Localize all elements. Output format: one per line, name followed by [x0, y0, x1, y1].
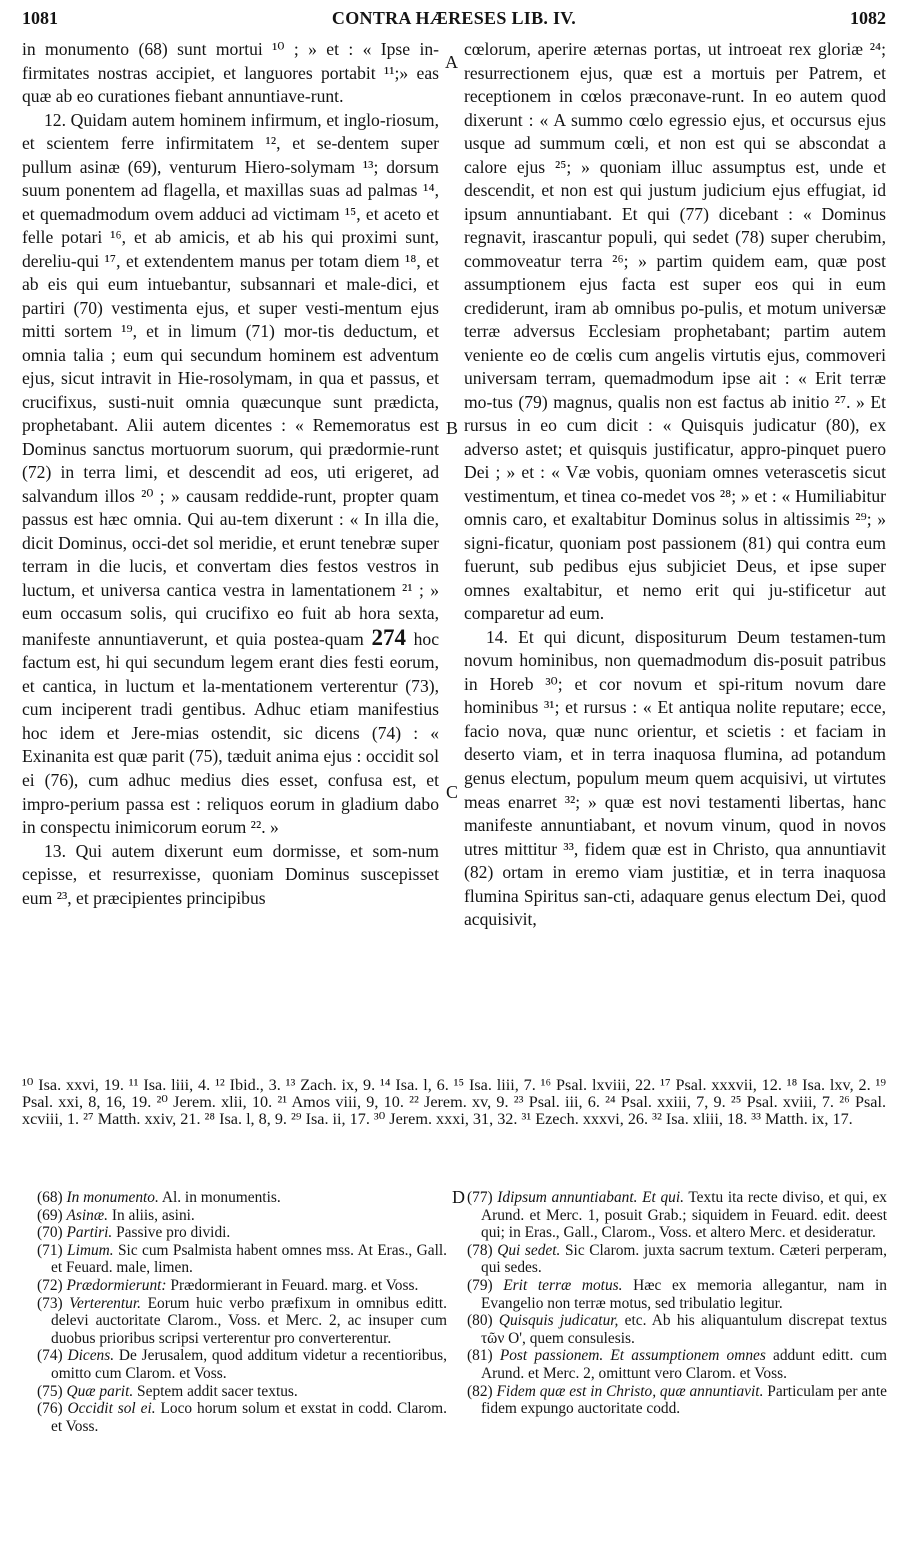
footnotes-right	[467, 1189, 887, 1559]
paragraph: 14. Et qui dicunt, dispositurum Deum testamen-tum novum hominibus, non quemadmodum dis-posuit patribus in Horeb ³⁰; et cor novum et spi-ritum novum dare hominibus ³¹; et rursus : « Et antiqua nolite reputare; ecce, facio nova, quæ nunc orientur, et scietis : et faciam in deserto viam, et in terra inaquosa flumina, ad potandum genus electum, populum meum quem acquisivi, ut virtutes meas enarret ³²; » quæ est novi testamenti libertas, hanc manifeste annuntiabant, et novum vinum, quod in novos utres mittitur ³³, fidem quæ est in Christo, qua annuntiavit (82) ortam in eremo viam justitiæ, et in terra inaquosa flumina Spiritus san-cti, adaquare genus electum Dei, quod acquisivit,	[464, 626, 886, 930]
footnote-text: Loco horum solum et exstat in codd. Clarom. et Voss.	[51, 1400, 447, 1435]
page-header	[22, 8, 886, 40]
page-number-right: 1082	[850, 8, 886, 28]
left-text-column	[22, 38, 439, 1074]
footnote	[467, 1242, 887, 1277]
footnote-text: etc. Ab his aliquantulum discrepat textus τῶν Ο', quem consulesis.	[481, 1312, 887, 1347]
footnote-lemma: Qui sedet.	[497, 1241, 561, 1259]
footnote	[37, 1277, 447, 1295]
footnote	[37, 1224, 447, 1242]
footnote-lemma: Quæ parit.	[66, 1382, 134, 1400]
paragraph-text: 12. Quidam autem hominem infirmum, et inglo-riosum, et scientem ferre infirmitatem ¹², et se-dentem super pullum asinæ (69), venturum Hiero-solymam ¹³; dorsum suum ponentem ad flagella, et maxillas suas ad palmas ¹⁴, et quemadmodum ovem adduci ad victimam ¹⁵, et aceto et felle potari ¹⁶, et ab amicis, et ab his qui proximi sunt, dereliu-qui ¹⁷, et extendentem manus per totam diem ¹⁸, et ab eis qui eum intuebantur, subsannari et male-dici, et partiri (70) vestimenta ejus, et super vesti-mentum ejus mitti sortem ¹⁹, et in limum (71) mor-tis deductum, et omnia talia ; eum qui secundum hominem est adventum ejus, sicut intravit in Hie-rosolymam, in qua et passus, et crucifixus, susti-nuit omnia quæcunque sunt prædicta, prophetabant. Alii autem dicentes : « Rememoratus est Dominus sanctus mortuorum suorum, qui prædormie-runt (72) in terra limi, et descendit ad eos, uti erigeret, ad salvandum illos ²⁰ ; » causam reddide-runt, propter quam passus est hæc omnia. Qui au-tem dixerunt : « In illa die, dicit Dominus, occi-det sol meridie, et erunt tenebræ super terram in die lucis, et convertam dies festos vestros in luctum, et universa cantica vestra in lamentationem ²¹ ; » eum occasum solis, qui crucifixo eo fuit ab hora sexta, manifeste annuntiaverunt, et quia postea-quam	[22, 109, 439, 649]
footnote-number: (80)	[467, 1312, 499, 1330]
margin-marker-c: C	[446, 782, 459, 802]
footnote-number: (78)	[467, 1241, 498, 1259]
footnote-text: In aliis, asini.	[107, 1206, 195, 1224]
footnote-lemma: Prædormierunt:	[66, 1276, 167, 1294]
footnote-text: Al. in monumentis.	[158, 1189, 281, 1206]
footnote-number: (81)	[467, 1347, 500, 1365]
original-page-number: 274	[371, 624, 406, 650]
footnote	[467, 1312, 887, 1347]
footnote	[467, 1383, 887, 1418]
footnote-number: (69)	[37, 1206, 67, 1224]
footnote-text: Hæc ex memoria allegantur, nam in Evangelio non terræ motus, sed tribulatio legitur.	[481, 1276, 887, 1312]
footnote-text: Sic Clarom. juxta sacrum textum. Cæteri perperam, qui sedes.	[481, 1241, 887, 1277]
footnote-text: De Jerusalem, quod additum videtur a recentioribus, omitto cum Clarom. et Voss.	[51, 1347, 447, 1382]
footnote-lemma: Dicens.	[67, 1347, 115, 1365]
paragraph	[22, 109, 439, 840]
paragraph: in monumento (68) sunt mortui ¹⁰ ; » et : « Ipse in-firmitates nostras accipiet, et languores portabit ¹¹;» eas quæ ab eo curationes fiebant annuntiave-runt.	[22, 39, 439, 107]
footnote-text: Textu ita recte diviso, et qui, ex Arund. et Merc. 1, posuit Grab.; siquidem in Feuard. edit. deest qui; in Eras., Gall., Clarom., Voss. et altero Merc. et desideratur.	[481, 1189, 887, 1242]
footnotes-left	[37, 1189, 447, 1559]
footnote	[37, 1400, 447, 1435]
footnote	[37, 1347, 447, 1382]
footnote-number: (70)	[37, 1224, 67, 1242]
footnote-number: (76)	[37, 1400, 68, 1418]
footnote-lemma: Erit terræ motus.	[503, 1276, 623, 1294]
footnote	[467, 1347, 887, 1382]
page-number-left: 1081	[22, 8, 58, 28]
footnote-lemma: Occidit sol ei.	[67, 1400, 156, 1418]
footnote-number: (82)	[467, 1382, 497, 1400]
footnote-number: (77)	[467, 1189, 498, 1206]
footnote-number: (72)	[37, 1276, 67, 1294]
footnote-text: addunt editt. cum Arund. et Merc. 2, omittunt vero Clarom. et Voss.	[481, 1347, 887, 1382]
paragraph-text: hoc factum est, hi qui secundum legem erant dies festi eorum, et cantica, in luctum et la-mentationem verterentur (73), cum inciperent tradi gentibus. Adhuc etiam manifestius hoc idem et Jere-mias ostendit, sic dicens (74) : « Exinanita est quæ parit (75), tæduit anima ejus : occidit sol ei (76), cum adhuc medius dies esset, confusa est, et impro-perium passa est : reliquos eorum in gladium dabo in conspectu inimicorum eorum ²². »	[22, 628, 439, 838]
footnote-text: Septem addit sacer textus.	[133, 1382, 298, 1400]
footnote-lemma: Limum.	[67, 1241, 114, 1259]
footnote-number: (74)	[37, 1347, 68, 1365]
margin-marker-d: D	[452, 1187, 465, 1207]
margin-marker-a: A	[445, 52, 458, 72]
footnote-lemma: Verterentur.	[69, 1294, 141, 1312]
footnote-lemma: Quisquis judicatur,	[498, 1312, 619, 1330]
footnote-number: (75)	[37, 1382, 67, 1400]
footnote-text: Sic cum Psalmista habent omnes mss. At Eras., Gall. et Feuard. male, limen.	[51, 1241, 447, 1277]
footnote-lemma: Partiri.	[66, 1224, 113, 1242]
footnote	[37, 1383, 447, 1401]
footnote-lemma: Fidem quæ est in Christo, quæ annuntiavit.	[496, 1382, 764, 1400]
right-text-column	[464, 38, 886, 1074]
paragraph: cœlorum, aperire æternas portas, ut introeat rex gloriæ ²⁴; resurrectionem ejus, quæ est a mortuis per Patrem, et receptionem in cœlos præconave-runt. In eo autem quod dixerunt : « A summo cœlo egressio ejus, et occursus ejus usque ad summum cœli, et non est qui se abscondat a calore ejus ²⁵; » quoniam illuc assumptus est, unde et descendit, et non est qui justum judicium ejus effugiat, id ipsum annuntiabant. Et qui (77) dicebant : « Dominus regnavit, irascantur populi, qui sedet (78) super cherubim, commoveatur terra ²⁶; » partim quidem eam, quæ post assumptionem ejus facta est super eos qui in eum crediderunt, iram ab omnibus po-pulis, et motum universæ terræ adversus Ecclesiam prophetabant; partim autem veniente eo de cœlis cum angelis virtutis ejus, commoveri universam terram, quemadmodum ipse ait : « Erit terræ mo-tus (79) magnus, qualis non est factus ab initio ²⁷. » Et rursus in eo cum dicit : « Quisquis judicatur (80), ex adverso astet; et quisquis justificatur, appro-pinquet puero Dei ; » et : « Væ vobis, quoniam omnes veterascetis sicut vestimentum, et tinea co-medet vos ²⁸; » et : « Humiliabitur omnis caro, et exaltabitur Dominus solus in altissimis ²⁹; » signi-ficatur, quoniam post passionem (81) qui contra eum fuerunt, sub pedibus ejus subjiciet Deus, et ipse super omnes exaltabitur, et nemo erit qui ju-stificetur aut comparetur ad eum.	[464, 39, 886, 624]
running-title: CONTRA HÆRESES LIB. IV.	[331, 8, 577, 28]
paragraph: 13. Qui autem dixerunt eum dormisse, et som-num cepisse, et resurrexisse, quoniam Dominus suscepisset eum ²³, et præcipientes principibus	[22, 840, 439, 908]
footnote-number: (73)	[37, 1294, 70, 1312]
footnote-text: Passive pro dividi.	[112, 1224, 231, 1242]
footnote-text: Prædormierant in Feuard. marg. et Voss.	[166, 1276, 419, 1294]
footnote-lemma: In monumento.	[66, 1189, 159, 1206]
margin-marker-b: B	[446, 418, 459, 438]
footnote-number: (68)	[37, 1189, 67, 1206]
footnote-number: (79)	[467, 1276, 504, 1294]
footnote	[37, 1295, 447, 1348]
footnote-lemma: Asinæ.	[66, 1206, 108, 1224]
scripture-references: ¹⁰ Isa. xxvi, 19. ¹¹ Isa. liii, 4. ¹² Ibid., 3. ¹³ Zach. ix, 9. ¹⁴ Isa. l, 6. ¹⁵ Isa. liii, 7. ¹⁶ Psal. lxviii, 22. ¹⁷ Psal. xxxvii, 12. ¹⁸ Isa. lxv, 2. ¹⁹ Psal. xxi, 8, 16, 19. ²⁰ Jerem. xlii, 10. ²¹ Amos viii, 9, 10. ²² Jerem. xv, 9. ²³ Psal. iii, 6. ²⁴ Psal. xxiii, 7, 9. ²⁵ Psal. xviii, 7. ²⁶ Psal. xcviii, 1. ²⁷ Matth. xxiv, 21. ²⁸ Isa. l, 8, 9. ²⁹ Isa. ii, 17. ³⁰ Jerem. xxxi, 31, 32. ³¹ Ezech. xxxvi, 26. ³² Isa. xliii, 18. ³³ Matth. ix, 17.	[22, 1077, 886, 1129]
footnote-text: Particulam per ante fidem expungo auctoritate codd.	[481, 1382, 887, 1418]
footnote-text: Eorum huic verbo præfixum in omnibus editt. delevi auctoritate Clarom., Voss. et Merc. 2, ac insuper cum duobus prioribus scripsi verterentur pro converterentur.	[51, 1294, 447, 1347]
footnote-number: (71)	[37, 1241, 68, 1259]
footnote	[37, 1189, 447, 1207]
footnote	[467, 1189, 887, 1242]
footnote-lemma: Post passionem. Et assumptionem omnes	[499, 1347, 766, 1365]
footnote	[37, 1242, 447, 1277]
footnote	[37, 1207, 447, 1225]
footnote-lemma: Idipsum annuntiabant. Et qui.	[497, 1189, 684, 1206]
footnote	[467, 1277, 887, 1312]
